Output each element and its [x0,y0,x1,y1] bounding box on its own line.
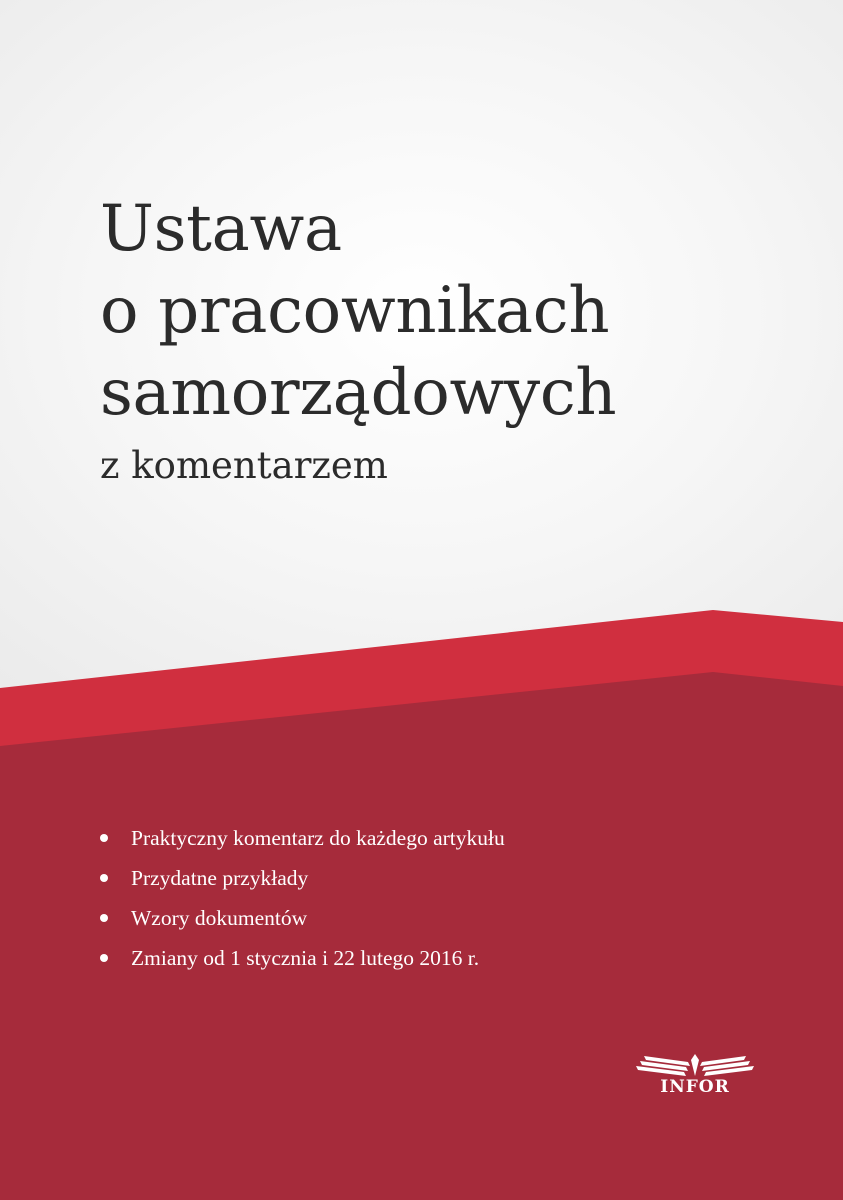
bullet-dot-icon [100,834,108,842]
feature-item [100,898,505,938]
feature-item [100,938,505,978]
feature-item [100,818,505,858]
title-line-1: Ustawa [100,192,342,266]
feature-text: Przydatne przykłady [131,866,309,890]
feature-list [100,818,505,978]
feature-text: Zmiany od 1 stycznia i 22 lutego 2016 r. [131,946,480,970]
feature-text: Wzory dokumentów [131,906,308,930]
title-line-3: samorządowych [100,356,617,430]
publisher-logo [632,1050,758,1102]
bullet-dot-icon [100,954,108,962]
open-book-logo-icon [636,1050,754,1078]
bullet-dot-icon [100,914,108,922]
bullet-dot-icon [100,874,108,882]
subtitle: z komentarzem [100,444,388,487]
feature-text: Praktyczny komentarz do każdego artykułu [131,826,505,850]
publisher-name: INFOR [660,1077,730,1097]
title-block [100,188,800,488]
title-line-2: o pracownikach [100,274,610,348]
feature-item [100,858,505,898]
